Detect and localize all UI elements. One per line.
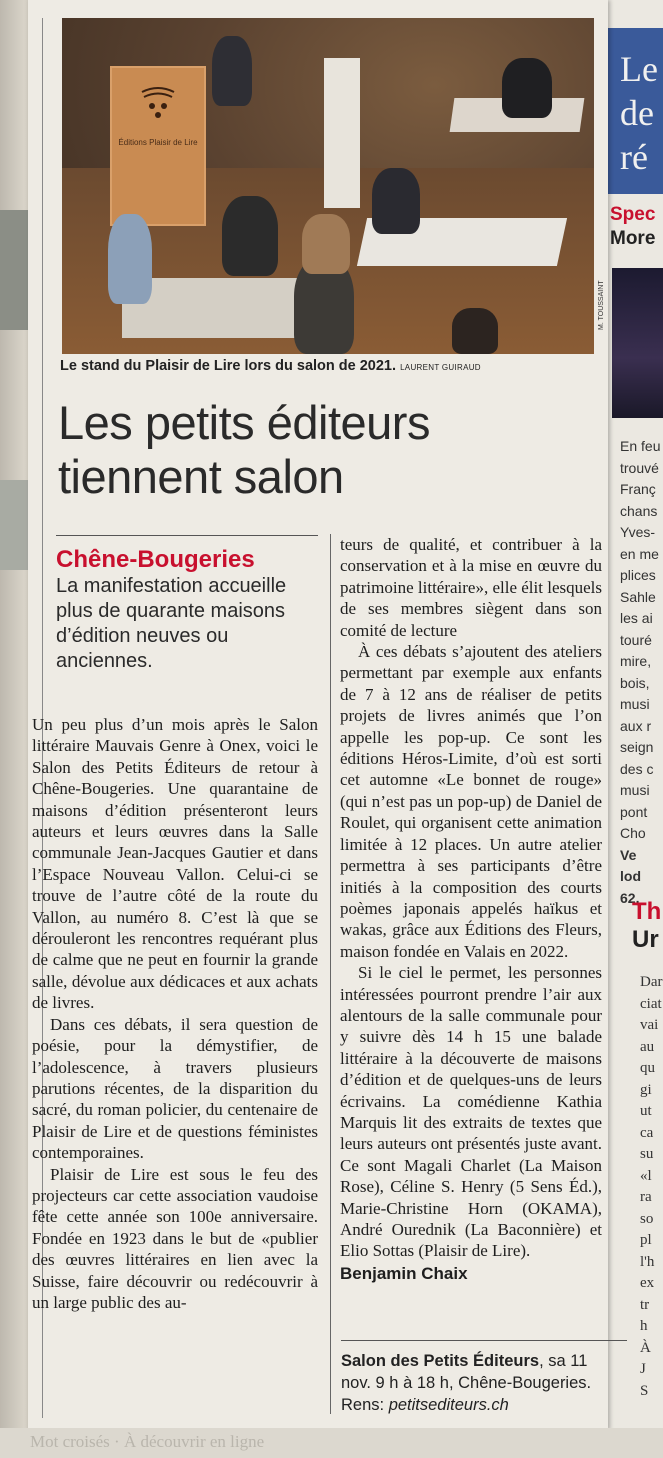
right-text-line: J — [640, 1361, 646, 1377]
right-text-line: vai — [640, 1017, 659, 1033]
author-signature: Benjamin Chaix — [340, 1263, 468, 1283]
right-text-line: lod — [620, 868, 641, 884]
right-box-line: Le — [620, 49, 658, 89]
article-column-2 — [340, 534, 602, 1284]
photo-person — [212, 36, 252, 106]
right-text-line: musi — [620, 696, 650, 712]
right-photo-credit: M. TOUSSAINT — [598, 280, 605, 330]
right-kicker-2: Th — [632, 898, 662, 925]
caption-text: Le stand du Plaisir de Lire lors du salon de 2021. — [60, 358, 397, 374]
right-text-line: seign — [620, 739, 654, 755]
info-divider — [341, 1340, 627, 1341]
paragraph: Dans ces débats, il sera question de poésie, pour la démystifier, de l’adolescence, à travers plusieurs parutions récentes, de la disparition du sacré, du roman policier, du centenaire de Plaisir de Lire et de questions féministes contemporaines. — [32, 1014, 318, 1163]
photo-person — [108, 214, 152, 304]
right-text-line: ut — [640, 1103, 652, 1119]
column-divider — [330, 534, 331, 1414]
right-text-line: Ve — [620, 846, 637, 863]
right-text-line: pont — [620, 803, 648, 820]
right-text-line: des c — [620, 760, 654, 777]
right-text-line: Yves- — [620, 524, 656, 540]
right-column-headline-box — [608, 28, 663, 194]
paragraph: Si le ciel le permet, les personnes intéressées pourront prendre l’air aux alentours de la salle communale pour y suivre dès 14 h 15 une balade littéraire à la découverte de maisons d’édition et de quelques-uns de leurs écrivains. La comédienne Kathia Marquis lit des extraits de textes que leurs auteurs ont présentés juste avant. Ce sont Magali Charlet (La Maison Rose), Céline S. Henry (5 Sens Éd.), Marie-Christine Horn (OKAMA), André Ourednik (La Baconnière) et Elio Sottas (Plaisir de Lire). — [340, 963, 602, 1261]
paragraph: Un peu plus d’un mois après le Salon littéraire Mauvais Genre à Onex, voici le Salon des Petits Éditeurs de retour à Chêne-Bougeries. Une quarantaine de maisons d’édition présenteront leurs auteurs et leurs œuvres dans la Salle communale Jean-Jacques Gautier et dans l’Espace Nouveau Vallon. Celui-ci se trouve de l’autre côté de la route du Vallon, au numéro 8. C’est là que se dérouleront les rencontres requérant plus de calme que ne peut en fournir la grande salle, dévolue aux dédicaces et aux achats de livres. — [32, 715, 318, 1013]
photo-person — [222, 196, 278, 276]
right-text-line: les ai — [620, 610, 653, 626]
paragraph: teurs de qualité, et contribuer à la conservation et à la mise en œuvre du patrimoine littéraire», elle élit lesquels de ses membres siègent dans son comité de lecture — [340, 535, 602, 640]
paragraph: Plaisir de Lire est sous le feu des projecteurs car cette association vaudoise fête cette année son 100e anniversaire. Fondée en 1923 dans le but de «publier des œuvres littéraires en lien avec la Suisse, faire découvrir ou redécouvrir à un large public des au- — [32, 1164, 318, 1312]
paragraph: À ces débats s’ajoutent des ateliers permettant par exemple aux enfants de 7 à 12 ans de réaliser de petits projets de livres animés que l’on appelle les pop-up. Ce sont les éditions Héros-Limite, d’où est sorti cet automne «Le bonnet de rouge» (qui n’est pas un pop-up) de Daniel de Roulet, qui organisent cette animation limitée à 12 places. Un autre atelier permettra à ses participants d’être initiés à la composition des courts poèmes japonais appelés haïkus et wakas, grâce aux Éditions des Fleurs, maison fondée en Valais en 2022. — [340, 642, 602, 961]
plaisir-de-lire-logo — [140, 84, 176, 124]
right-text-line: su — [640, 1146, 654, 1162]
right-text-line: h — [640, 1318, 648, 1334]
right-box-line: ré — [620, 137, 648, 177]
photo-person — [452, 308, 498, 354]
right-column — [604, 0, 663, 1458]
photo-person — [502, 58, 552, 118]
right-text-line: qu — [640, 1060, 655, 1076]
right-text-line: pl — [640, 1232, 652, 1248]
photo-person — [372, 168, 420, 234]
article-lead: La manifestation accueille plus de quarante maisons d’édition neuves ou anciennes. — [56, 575, 287, 672]
right-title-2: Ur — [632, 926, 659, 953]
right-text-line: gi — [640, 1081, 652, 1098]
right-text-line: 62, — [620, 889, 640, 906]
article-column-1 — [32, 714, 318, 1313]
right-text-line: tr — [640, 1296, 650, 1313]
right-text-line: En feu — [620, 438, 661, 454]
right-text-line: mire, — [620, 653, 652, 669]
photo-caption — [60, 358, 600, 374]
event-details: , sa 11 nov. 9 h à 18 h, Chêne-Bougeries. Rens: — [341, 1352, 592, 1414]
kicker-divider — [56, 535, 318, 536]
right-text-line: l'h — [640, 1253, 655, 1270]
right-text-line: Franç — [620, 481, 656, 497]
right-text-line: ciat — [640, 995, 662, 1012]
article-kicker: Chêne-Bougeries — [56, 546, 255, 573]
right-text-line: «l — [640, 1167, 652, 1184]
bottom-mirrored-text: Mot croisés · À découvrir en ligne — [30, 1432, 265, 1451]
event-website: petitsediteurs.ch — [388, 1396, 509, 1414]
right-title: More — [610, 228, 656, 249]
right-text-line: ra — [640, 1189, 652, 1205]
right-text-line: touré — [620, 631, 652, 648]
right-text-block-2 — [640, 972, 663, 1402]
right-text-line: Dar — [640, 974, 663, 990]
right-column-photo — [612, 268, 663, 418]
right-text-line: au — [640, 1038, 655, 1055]
right-text-line: plices — [620, 567, 656, 583]
right-kicker: Spec — [610, 204, 656, 225]
right-text-block — [620, 436, 660, 909]
right-text-line: aux r — [620, 717, 652, 734]
right-text-line: en me — [620, 545, 659, 562]
article-headline: Les petits éditeurs tiennent salon — [58, 396, 430, 503]
right-text-line: ex — [640, 1275, 655, 1291]
bottom-page-edge — [0, 1428, 663, 1458]
banner-text: Éditions Plaisir de Lire — [118, 138, 198, 147]
event-info — [341, 1350, 611, 1416]
right-text-line: trouvé — [620, 459, 659, 476]
right-text-line: ca — [640, 1124, 654, 1141]
photo-pillar — [324, 58, 360, 208]
right-text-line: Sahle — [620, 588, 656, 605]
photo-banner — [110, 66, 206, 226]
right-text-line: S — [640, 1382, 649, 1399]
article-photo — [62, 18, 594, 354]
event-name: Salon des Petits Éditeurs — [341, 1352, 540, 1370]
right-text-line: Cho — [620, 825, 646, 841]
right-box-line: de — [620, 93, 654, 133]
right-text-line: so — [640, 1210, 654, 1227]
right-text-line: bois, — [620, 674, 650, 691]
photo-person — [302, 214, 350, 274]
photo-credit: LAURENT GUIRAUD — [400, 363, 481, 372]
right-text-line: chans — [620, 502, 658, 519]
right-text-line: À — [640, 1339, 651, 1356]
right-text-line: musi — [620, 782, 650, 798]
